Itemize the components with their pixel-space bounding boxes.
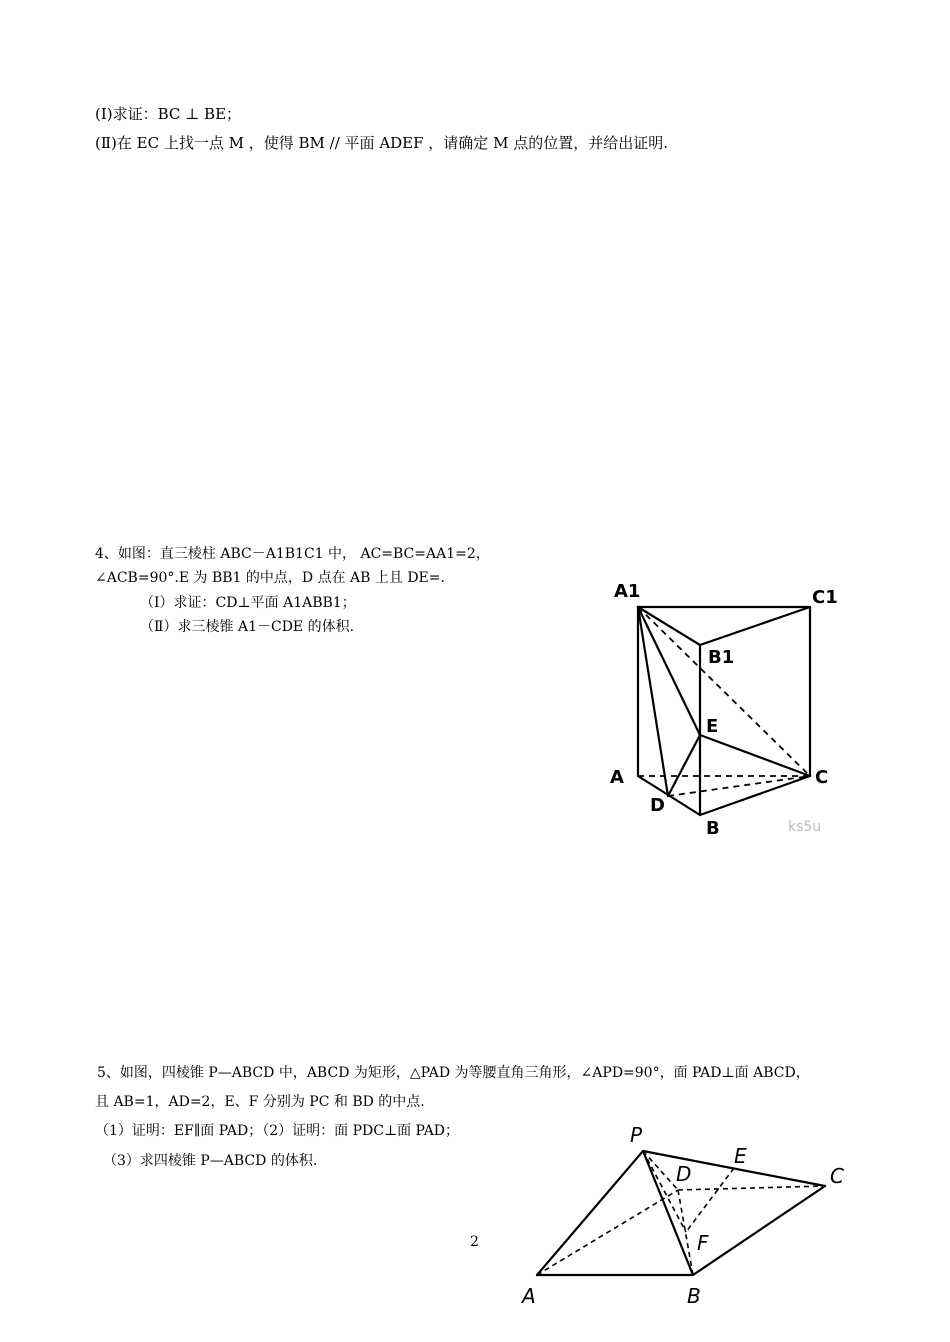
prism-figure xyxy=(600,575,850,845)
label-f: F xyxy=(697,1231,709,1255)
dashed-e-f xyxy=(686,1168,734,1232)
label-b: B xyxy=(706,818,720,839)
label-c: C xyxy=(830,1164,844,1188)
dashed-d-b xyxy=(678,1190,693,1275)
label-b1: B1 xyxy=(708,647,735,668)
segment-d-e xyxy=(668,735,700,796)
q3-part2: (Ⅱ)在 EC 上找一点 M ，使得 BM // 平面 ADEF ，请确定 M 点的位置，并给出证明. xyxy=(95,134,668,152)
dashed-d-c xyxy=(668,776,810,796)
q4-line2: ∠ACB=90°.E 为 BB1 的中点，D 点在 AB 上且 DE=. xyxy=(95,570,445,586)
q3-part1: (Ⅰ)求证：BC ⊥ BE； xyxy=(95,105,242,123)
label-a: A xyxy=(522,1284,536,1308)
label-p: P xyxy=(630,1123,643,1147)
label-d: D xyxy=(650,795,665,816)
label-c: C xyxy=(815,767,829,788)
dashed-a-d xyxy=(537,1190,678,1275)
edge-p-a xyxy=(537,1151,643,1275)
q5-line4: （3）求四棱锥 P—ABCD 的体积. xyxy=(103,1153,318,1169)
label-e: E xyxy=(734,1144,747,1168)
label-c1: C1 xyxy=(812,587,838,608)
page-number: 2 xyxy=(470,1234,479,1250)
dashed-d-c xyxy=(678,1186,825,1190)
label-e: E xyxy=(706,716,719,737)
dashed-a1-c xyxy=(638,607,810,776)
edge-b-c xyxy=(693,1186,825,1275)
label-a: A xyxy=(610,767,624,788)
q4-part1: （Ⅰ）求证：CD⊥平面 A1ABB1； xyxy=(140,595,356,611)
label-d: D xyxy=(676,1162,692,1186)
label-b: B xyxy=(687,1284,701,1308)
q5-line2: 且 AB=1，AD=2，E、F 分别为 PC 和 BD 的中点. xyxy=(95,1094,425,1110)
q4-line1: 4、如图：直三棱柱 ABC－A1B1C1 中， AC=BC=AA1=2， xyxy=(95,546,490,562)
q4-part2: （Ⅱ）求三棱锥 A1－CDE 的体积. xyxy=(140,619,355,635)
q5-line3: （1）证明：EF∥面 PAD；（2）证明：面 PDC⊥面 PAD； xyxy=(95,1123,460,1139)
q5-line1: 5、如图，四棱锥 P—ABCD 中，ABCD 为矩形，△PAD 为等腰直角三角形，∠APD=90°，面 PAD⊥面 ABCD， xyxy=(97,1065,810,1081)
label-a1: A1 xyxy=(614,581,641,602)
edge-b1-c1 xyxy=(700,607,810,645)
segment-a1-d xyxy=(638,607,668,796)
edge-b-c xyxy=(700,776,810,815)
segment-e-c xyxy=(700,735,810,776)
pyramid-figure xyxy=(510,1115,870,1315)
watermark: ks5u xyxy=(788,819,822,835)
